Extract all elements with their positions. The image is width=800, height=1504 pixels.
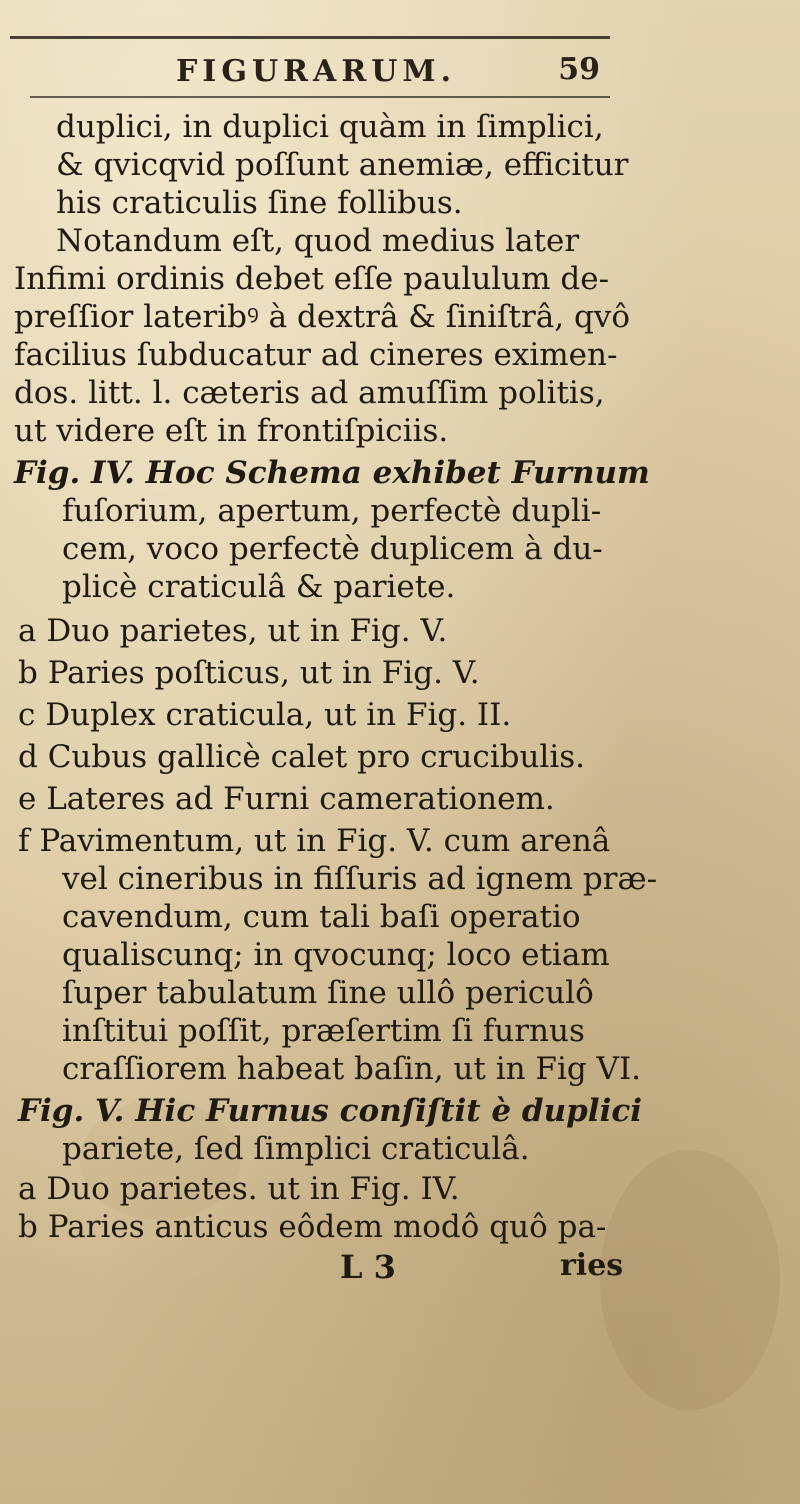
- top-rule: [10, 36, 610, 39]
- text-line: cem, voco perfectè duplicem à du-: [62, 531, 603, 567]
- text-line: craſſiorem habeat baſin, ut in Fig VI.: [62, 1051, 642, 1087]
- legend-item-a: a Duo parietes, ut in Fig. V.: [18, 613, 448, 649]
- text-line: fuſorium, apertum, perfectè dupli-: [62, 493, 602, 529]
- legend-item-b: b Paries poſticus, ut in Fig. V.: [18, 655, 480, 691]
- text-line: qualiscunq; in qvocunq; loco etiam: [62, 937, 610, 973]
- text-line: ſuper tabulatum ſine ullô periculô: [62, 975, 594, 1011]
- figure-caption: Fig. V. Hic Furnus conſiſtit è duplici: [18, 1093, 643, 1129]
- running-title: FIGURARUM.: [176, 54, 457, 89]
- text-line: duplici, in duplici quàm in ſimplici,: [56, 109, 604, 145]
- catchword: ries: [560, 1248, 624, 1283]
- text-line: his craticulis ſine follibus.: [56, 185, 463, 221]
- paper-stain: [600, 1150, 780, 1410]
- figure-caption: Fig. IV. Hoc Schema exhibet Furnum: [14, 455, 650, 491]
- legend-item-e: e Lateres ad Furni camerationem.: [18, 781, 555, 817]
- legend-item-f: f Pavimentum, ut in Fig. V. cum arenâ: [18, 823, 611, 859]
- header-rule: [30, 96, 610, 98]
- signature-mark: L 3: [340, 1248, 396, 1286]
- text-line: facilius ſubducatur ad cineres eximen-: [14, 337, 618, 373]
- legend-item-a: a Duo parietes. ut in Fig. IV.: [18, 1171, 460, 1207]
- text-line: Notandum eſt, quod medius later: [56, 223, 580, 259]
- text-line: Infimi ordinis debet eſſe paululum de-: [14, 261, 610, 297]
- legend-item-c: c Duplex craticula, ut in Fig. II.: [18, 697, 512, 733]
- text-line: inſtitui poſſit, præſertim ſi furnus: [62, 1013, 585, 1049]
- text-line: cavendum, cum tali baſi operatio: [62, 899, 581, 935]
- text-line: ut videre eſt in frontiſpiciis.: [14, 413, 449, 449]
- legend-item-b: b Paries anticus eôdem modô quô pa-: [18, 1209, 607, 1245]
- text-line: dos. litt. l. cæteris ad amuſſim politis,: [14, 375, 605, 411]
- text-line: & qvicqvid poſſunt anemiæ, efficitur: [56, 147, 629, 183]
- running-head: [160, 48, 600, 92]
- text-line: vel cineribus in fiſſuris ad ignem præ-: [62, 861, 658, 897]
- text-line: pariete, ſed ſimplici craticulâ.: [62, 1131, 530, 1167]
- page-number: 59: [558, 52, 600, 87]
- text-line: preſſior lateribꝰ à dextrâ & ſiniſtrâ, qvô: [14, 299, 630, 335]
- text-line: plicè craticulâ & pariete.: [62, 569, 456, 605]
- legend-item-d: d Cubus gallicè calet pro crucibulis.: [18, 739, 586, 775]
